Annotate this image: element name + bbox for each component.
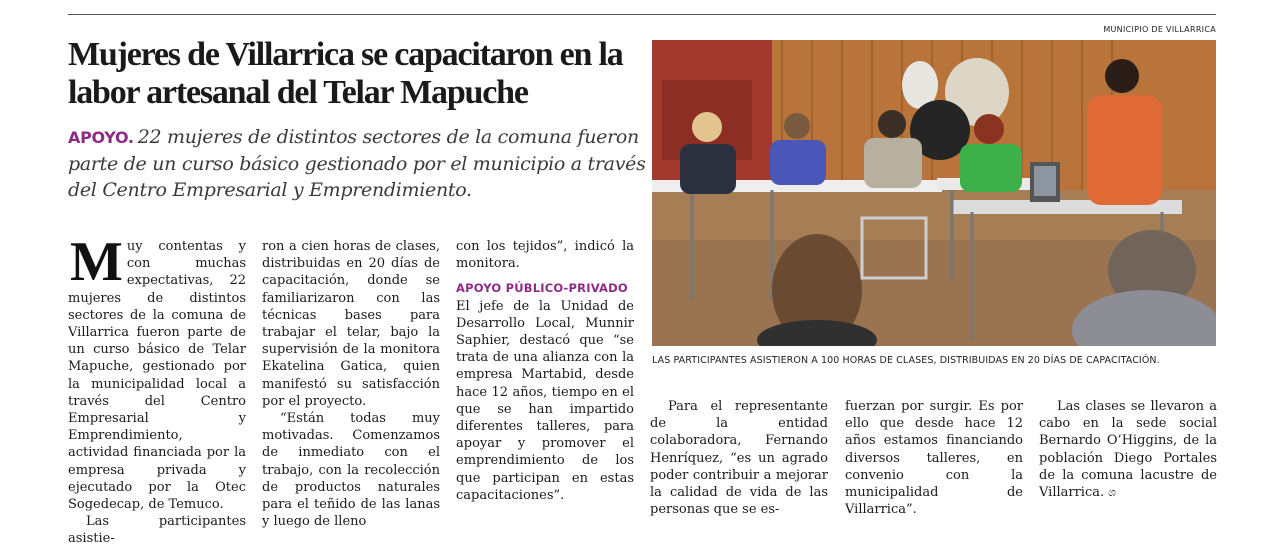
deck-text: 22 mujeres de distintos sectores de la comuna fueron parte de un curso básico gestionado por el municipio a través del Centro Empresarial y Emprendimiento. bbox=[68, 126, 646, 201]
paragraph-3-cont: con los tejidos”, indicó la monitora. bbox=[456, 239, 634, 272]
article-column-5 bbox=[845, 398, 1023, 518]
deck-kicker: APOYO. bbox=[68, 128, 134, 147]
paragraph-5-cont: fuerzan por surgir. Es por ello que desde hace 12 años estamos financiando diversos talleres, en convenio con la municipalidad de Villarrica”. bbox=[845, 399, 1023, 518]
drop-cap: M bbox=[70, 231, 123, 293]
paragraph-2-start: Las participantes asistie- bbox=[68, 514, 246, 547]
article-photo bbox=[652, 40, 1216, 346]
photo-illustration bbox=[652, 40, 1216, 346]
paragraph-6 bbox=[1039, 398, 1217, 501]
headline: Mujeres de Villarrica se capacitaron en la labor artesanal del Telar Mapuche bbox=[68, 36, 623, 111]
end-mark-icon: ශ bbox=[1108, 486, 1117, 500]
section-subhead: APOYO PÚBLICO-PRIVADO bbox=[456, 281, 628, 296]
article-column-4 bbox=[650, 398, 828, 518]
photo-caption: LAS PARTICIPANTES ASISTIERON A 100 HORAS DE CLASES, DISTRIBUIDAS EN 20 DÍAS DE CAPACITACIÓN. bbox=[652, 355, 1160, 366]
paragraph-6-text: Las clases se llevaron a cabo en la sede social Bernardo O’Higgins, de la población Diego Portales de la comuna lacustre de Villarrica. bbox=[1039, 399, 1217, 501]
paragraph-1-text: uy contentas y con muchas expectativas, 22 mujeres de distintos sectores de la comuna de Villarrica fueron parte de un curso básico de Telar Mapuche, gestionado por la municipalidad local a través del Centro Empresarial y Emprendimiento, actividad financiada por la empresa privada y ejecutado por la Otec Sogedecap, de Temuco. bbox=[68, 239, 246, 513]
article-column-2 bbox=[262, 238, 440, 530]
article-column-6 bbox=[1039, 398, 1217, 501]
paragraph-5-start: Para el representante de la entidad colaboradora, Fernando Henríquez, “es un agrado poder contribuir a mejorar la calidad de vida de las personas que se es- bbox=[650, 399, 828, 518]
article-column-1 bbox=[68, 231, 246, 548]
paragraph-1 bbox=[68, 231, 246, 513]
top-rule bbox=[68, 14, 1216, 15]
article-column-3 bbox=[456, 238, 634, 504]
paragraph-3-start: “Están todas muy motivadas. Comenzamos de inmediato con el trabajo, con la recolección de productos naturales para el teñido de las lanas y luego de lleno bbox=[262, 411, 440, 530]
deck bbox=[68, 124, 648, 203]
paragraph-2-cont: ron a cien horas de clases, distribuidas en 20 días de capacitación, donde se familiarizaron con las técnicas bases para trabajar el telar, bajo la supervisión de la monitora Ekatelina Gatica, quien manifestó su satisfacción por el proyecto. bbox=[262, 239, 440, 409]
photo-credit: MUNICIPIO DE VILLARRICA bbox=[1103, 25, 1216, 34]
paragraph-4: El jefe de la Unidad de Desarrollo Local, Munnir Saphier, destacó que “se trata de una alianza con la empresa Martabid, desde hace 12 años, tiempo en el que se han impartido diferentes talleres, para apoyar y promover el emprendimiento de los que participan en estas capacitaciones”. bbox=[456, 298, 634, 503]
